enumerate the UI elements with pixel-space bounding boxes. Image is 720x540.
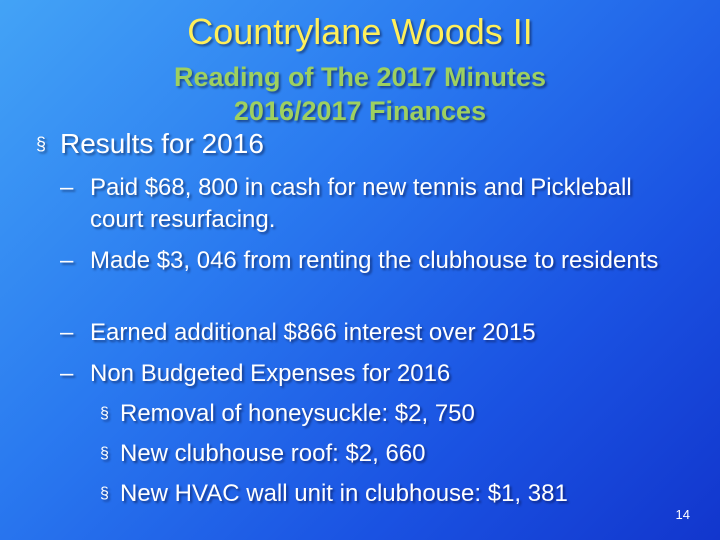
slide-subtitle — [0, 60, 720, 128]
expense-text: New clubhouse roof: $2, 660 — [120, 440, 426, 467]
slide-title: Countrylane Woods II — [187, 11, 533, 52]
sub-bullet-text: Earned additional $866 interest over 2015 — [90, 319, 536, 346]
dash-marker: – — [60, 319, 74, 346]
expense-text: New HVAC wall unit in clubhouse: $1, 381 — [120, 480, 568, 507]
bullet-marker-icon: § — [100, 445, 109, 462]
expense-text: Removal of honeysuckle: $2, 750 — [120, 400, 475, 427]
sub-bullet-non-budgeted — [60, 358, 680, 390]
sub-bullet-text: Non Budgeted Expenses for 2016 — [90, 360, 451, 387]
dash-marker: – — [60, 360, 74, 387]
dash-marker: – — [60, 247, 74, 274]
sub-bullet-tennis-court — [60, 172, 680, 236]
slide-number: 14 — [675, 507, 690, 522]
bullet-marker-icon: § — [100, 405, 109, 422]
sub-bullet-interest — [60, 317, 680, 349]
sub-bullet-clubhouse-rental — [60, 245, 680, 277]
subtitle-line-2: 2016/2017 Finances — [233, 96, 487, 126]
dash-marker: – — [60, 174, 74, 201]
sub-bullet-text: Paid $68, 800 in cash for new tennis and Pickleball court resurfacing. — [90, 174, 632, 233]
subtitle-line-1: Reading of The 2017 Minutes — [173, 62, 547, 92]
sub-bullet-text: Made $3, 046 from renting the clubhouse to residents — [90, 247, 659, 274]
bullet-marker-icon: § — [36, 134, 47, 154]
bullet-text: Results for 2016 — [60, 128, 264, 159]
bullet-marker-icon: § — [100, 485, 109, 502]
